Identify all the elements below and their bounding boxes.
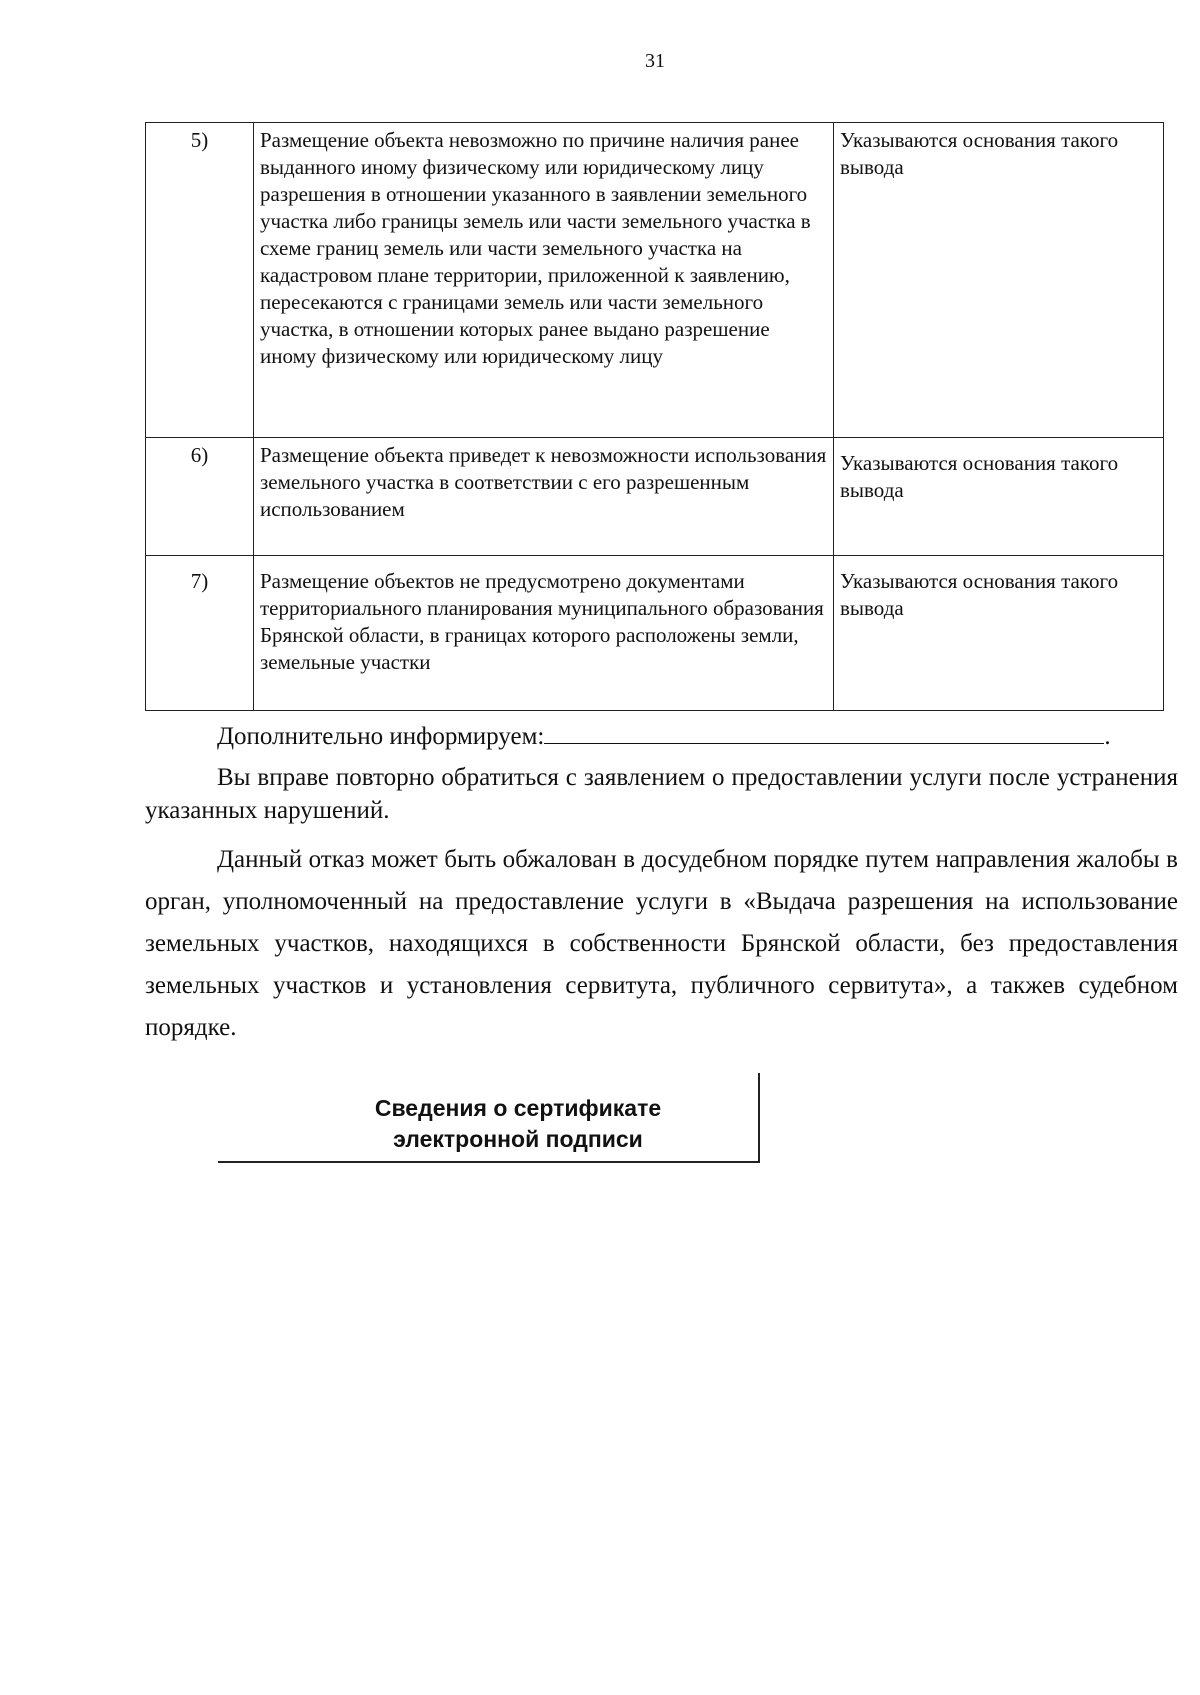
page-number: 31: [645, 50, 665, 72]
additional-info-label: Дополнительно информируем:: [217, 723, 545, 750]
reapply-paragraph: Вы вправе повторно обратиться с заявлением о предоставлении услуги после устранения указанных нарушений.: [145, 764, 1178, 824]
appeal-paragraph: Данный отказ может быть обжалован в досудебном порядке путем направления жалобы в орган, уполномоченный на предоставление услуги в «Выдача разрешения на использование земельных участков, находящихся в собственности Брянской области, без предоставления земельных участков и установления сервитута, публичного сервитута», а такжев судебном порядке.: [145, 846, 1178, 1041]
additional-info-end: .: [1104, 723, 1111, 750]
additional-info-line: [217, 720, 1178, 753]
refusal-reason-text: Размещение объектов не предусмотрено документами территориального планирования муниципального образования Брянской области, в границах которого расположены земли, земельные участки: [254, 556, 834, 711]
additional-info-blank: [544, 721, 1104, 744]
refusal-reasons-table: [145, 122, 1164, 711]
table-row: [146, 123, 1164, 438]
table-row: [146, 438, 1164, 556]
signature-line-2: электронной подписи: [393, 1126, 643, 1152]
row-number: 7): [146, 556, 254, 711]
row-number: 6): [146, 438, 254, 556]
signature-line-1: Сведения о сертификате: [374, 1095, 662, 1121]
letter-body: [145, 720, 1178, 1061]
refusal-basis-text: Указываются основания такого вывода: [834, 438, 1164, 556]
refusal-basis-text: Указываются основания такого вывода: [834, 123, 1164, 438]
signature-block-border: [758, 1073, 760, 1093]
row-number: 5): [146, 123, 254, 438]
signature-certificate-block: [218, 1093, 760, 1163]
table-row: [146, 556, 1164, 711]
refusal-basis-text: Указываются основания такого вывода: [834, 556, 1164, 711]
refusal-reason-text: Размещение объекта приведет к невозможности использования земельного участка в соответствии с его разрешенным использованием: [254, 438, 834, 556]
refusal-reason-text: Размещение объекта невозможно по причине наличия ранее выданного иному физическому или юридическому лицу разрешения в отношении указанного в заявлении земельного участка либо границы земель или части земельного участка в схеме границ земель или части земельного участка на кадастровом плане территории, приложенной к заявлению, пересекаются с границами земель или части земельного участка, в отношении которых ранее выдано разрешение иному физическому или юридическому лицу: [254, 123, 834, 438]
